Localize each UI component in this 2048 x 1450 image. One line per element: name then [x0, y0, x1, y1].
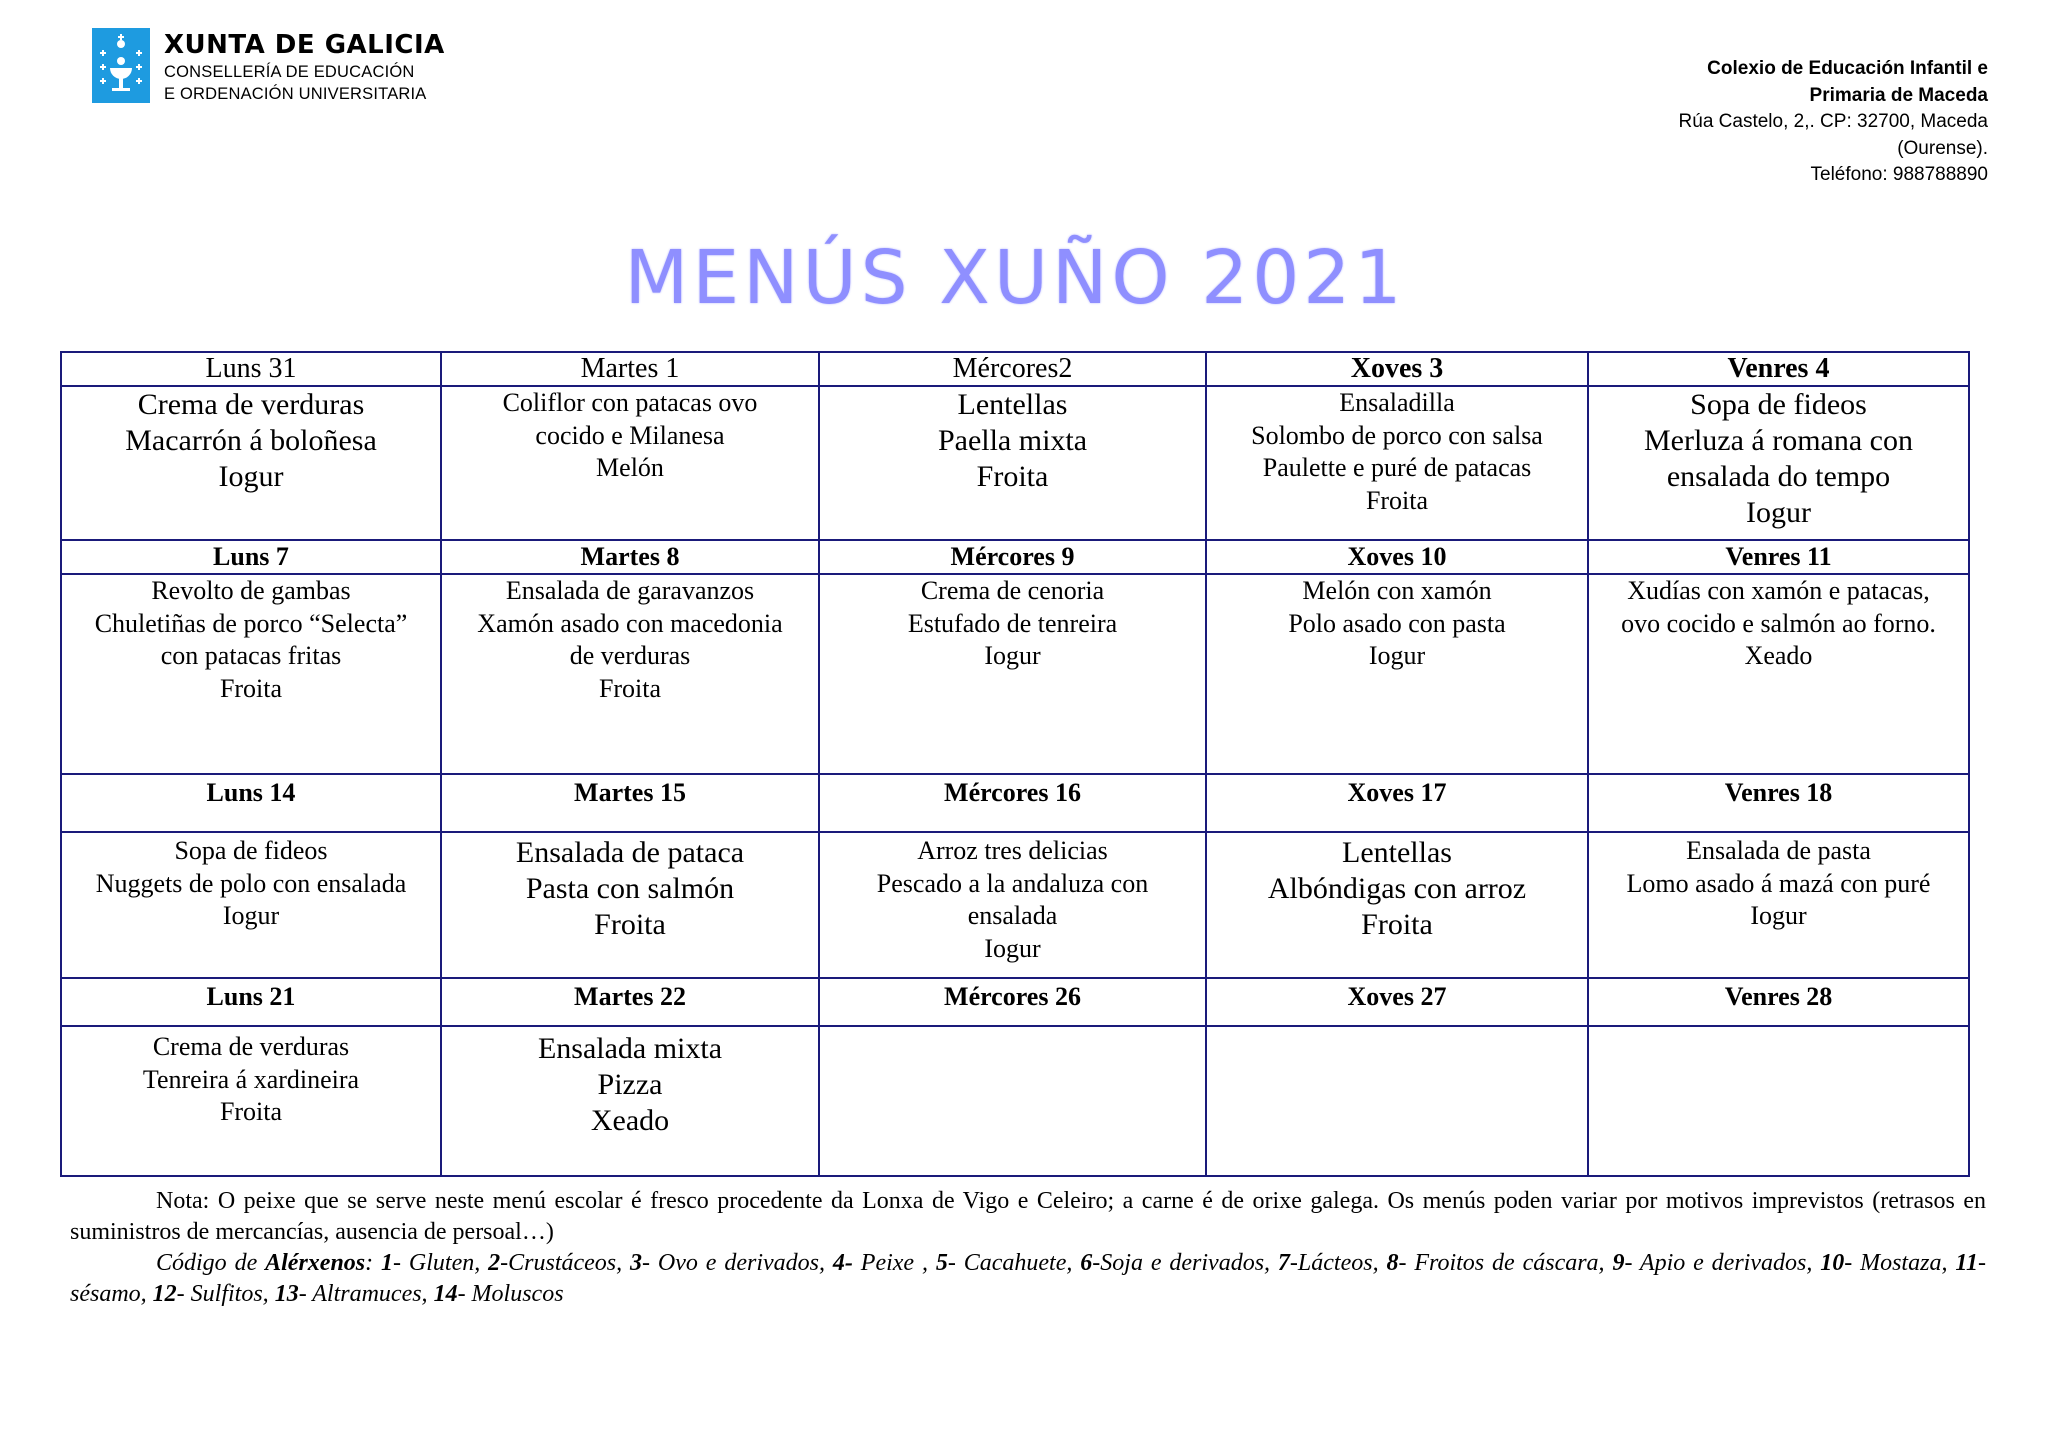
school-phone: Teléfono: 988788890	[1810, 164, 1988, 185]
menu-item: Solombo de porco con salsa	[1251, 420, 1543, 450]
allergen-num: 6	[1080, 1250, 1093, 1276]
allergen-name: - Moluscos	[457, 1281, 564, 1307]
day-header: Martes 15	[441, 774, 819, 832]
menu-item: Pescado a la andaluza con	[876, 868, 1149, 898]
menu-item: Crema de verduras	[152, 1032, 350, 1061]
allergen-name: - Sulfitos,	[176, 1281, 275, 1307]
menu-item: Xeado	[590, 1104, 670, 1137]
menu-item: Albóndigas con arroz	[1267, 872, 1527, 905]
day-header: Xoves 17	[1206, 774, 1588, 832]
menu-cell	[61, 386, 441, 540]
menu-item: Pizza	[597, 1068, 663, 1101]
menu-item: Iogur	[984, 641, 1041, 670]
menu-item: Froita	[219, 673, 283, 703]
menu-item: ovo cocido e salmón ao forno.	[1621, 608, 1936, 638]
menu-item: Froita	[598, 673, 662, 703]
allergen-name: - Ovo e derivados,	[642, 1250, 833, 1276]
menu-item: Lentellas	[1342, 836, 1452, 869]
menu-item: Chuletiñas de porco “Selecta”	[94, 608, 408, 638]
menu-item: Ensalada mixta	[537, 1032, 723, 1065]
menu-item: Crema de cenoria	[920, 576, 1105, 605]
notes	[70, 1186, 1986, 1310]
school-address-line-1: Rúa Castelo, 2,. CP: 32700, Maceda	[1678, 111, 1988, 132]
menu-item: Ensalada de pasta	[1686, 836, 1871, 865]
allergen-name: -Soja e derivados,	[1092, 1250, 1278, 1276]
menu-cell	[441, 386, 819, 540]
allergens-legend	[70, 1248, 1986, 1310]
allergen-num: 14	[433, 1281, 458, 1307]
allergen-num: 12	[152, 1281, 177, 1307]
menu-item: Ensaladilla	[1339, 388, 1455, 417]
menu-item: Iogur	[222, 901, 280, 930]
menu-item: Lomo asado á mazá con puré	[1626, 868, 1931, 898]
menu-cell-empty	[1588, 1026, 1969, 1176]
allergen-num: 4-	[832, 1250, 853, 1276]
xunta-logo	[92, 28, 445, 104]
allergen-num: 7	[1277, 1250, 1290, 1276]
menu-item: Froita	[594, 908, 666, 941]
day-header: Luns 21	[61, 978, 441, 1026]
allergens-colon: :	[365, 1250, 382, 1276]
menu-item: Sopa de fideos	[1690, 388, 1867, 421]
menu-cell	[61, 574, 441, 774]
menu-cell	[1588, 386, 1969, 540]
day-header: Xoves 27	[1206, 978, 1588, 1026]
day-header: Mércores 26	[819, 978, 1206, 1026]
allergen-num: 13	[274, 1281, 299, 1307]
menu-cell	[819, 574, 1206, 774]
menu-item: ensalada	[967, 901, 1058, 930]
menu-item: Merluza á romana con	[1643, 424, 1914, 457]
menu-item: Iogur	[1746, 496, 1811, 529]
allergen-name: - Altramuces,	[298, 1281, 434, 1307]
menu-item: Froita	[1361, 908, 1433, 941]
menu-item: Froita	[219, 1097, 283, 1126]
week-1-days	[61, 352, 1969, 386]
allergen-num: 3	[630, 1250, 643, 1276]
menu-cell	[61, 832, 441, 978]
day-header: Xoves 3	[1206, 352, 1588, 386]
allergen-num: 8	[1386, 1250, 1399, 1276]
allergen-name: -sésamo,	[70, 1250, 1987, 1307]
menu-item: Xeado	[1744, 641, 1813, 670]
menu-item: Melón con xamón	[1302, 576, 1492, 605]
menu-item: Arroz tres delicias	[917, 836, 1108, 865]
menu-item: Iogur	[218, 460, 284, 493]
week-4-menus	[61, 1026, 1969, 1176]
menu-item: Xudías con xamón e patacas,	[1627, 576, 1930, 605]
day-header: Luns 31	[61, 352, 441, 386]
menu-cell	[819, 386, 1206, 540]
week-4-days	[61, 978, 1969, 1026]
week-3-days	[61, 774, 1969, 832]
day-header: Martes 22	[441, 978, 819, 1026]
week-3-menus	[61, 832, 1969, 978]
allergen-name: - Gluten,	[393, 1250, 489, 1276]
week-2-days	[61, 540, 1969, 574]
school-info	[1528, 56, 1988, 189]
menu-item: Froita	[1365, 485, 1429, 515]
menu-item: Polo asado con pasta	[1288, 608, 1506, 638]
menu-item: de verduras	[569, 641, 691, 670]
allergen-num: 2	[488, 1250, 501, 1276]
menu-cell-empty	[819, 1026, 1206, 1176]
allergen-name: - Froitos de cáscara,	[1398, 1250, 1613, 1276]
menu-item: Iogur	[984, 933, 1041, 963]
menu-item: Tenreira á xardineira	[142, 1064, 360, 1094]
menu-item: Paella mixta	[937, 424, 1088, 457]
allergen-name: - Mostaza,	[1844, 1250, 1956, 1276]
day-header: Venres 28	[1588, 978, 1969, 1026]
menu-item: Nuggets de polo con ensalada	[95, 868, 407, 898]
week-1-menus	[61, 386, 1969, 540]
menu-cell	[441, 832, 819, 978]
day-header: Venres 4	[1588, 352, 1969, 386]
day-header: Martes 1	[441, 352, 819, 386]
menu-item: Estufado de tenreira	[907, 608, 1118, 638]
menu-cell	[1206, 832, 1588, 978]
day-header: Luns 7	[61, 540, 441, 574]
allergen-num: 10	[1820, 1250, 1845, 1276]
menu-item: ensalada do tempo	[1666, 460, 1891, 493]
menu-table	[60, 351, 1970, 1177]
menu-cell	[1588, 574, 1969, 774]
org-name: XUNTA DE GALICIA	[164, 30, 445, 60]
menu-item: Coliflor con patacas ovo	[502, 388, 758, 417]
day-header: Venres 18	[1588, 774, 1969, 832]
allergen-name: - Apio e derivados,	[1624, 1250, 1821, 1276]
school-name-line-1: Colexio de Educación Infantil e	[1707, 58, 1988, 79]
allergen-name: Peixe ,	[852, 1250, 936, 1276]
menu-item: Revolto de gambas	[151, 576, 351, 605]
note-text: Nota: O peixe que se serve neste menú escolar é fresco procedente da Lonxa de Vigo e Celeiro; a carne é de orixe galega. Os menús poden variar por motivos imprevistos (retrasos en suministros de mercancías, ausencia de persoal…)	[70, 1188, 1986, 1245]
school-address-line-2: (Ourense).	[1897, 137, 1988, 159]
menu-item: Sopa de fideos	[174, 836, 328, 865]
galicia-coat-of-arms-icon	[92, 28, 150, 103]
day-header: Venres 11	[1588, 540, 1969, 574]
day-header: Martes 8	[441, 540, 819, 574]
menu-item: Pasta con salmón	[525, 872, 735, 905]
menu-item: Lentellas	[957, 388, 1068, 421]
menu-item: Ensalada de garavanzos	[505, 576, 755, 605]
page-title: MENÚS XUÑO 2021	[624, 235, 1406, 321]
menu-cell	[61, 1026, 441, 1176]
menu-cell	[1206, 574, 1588, 774]
week-2-menus	[61, 574, 1969, 774]
day-header: Mércores2	[819, 352, 1206, 386]
allergen-num: 5	[935, 1250, 948, 1276]
day-header: Xoves 10	[1206, 540, 1588, 574]
menu-cell-empty	[1206, 1026, 1588, 1176]
day-header: Luns 14	[61, 774, 441, 832]
day-header: Mércores 9	[819, 540, 1206, 574]
menu-cell	[441, 1026, 819, 1176]
menu-item: Froita	[976, 460, 1049, 493]
menu-item: cocido e Milanesa	[535, 420, 725, 450]
allergen-num: 11	[1955, 1250, 1979, 1276]
dept-line-2: E ORDENACIÓN UNIVERSITARIA	[164, 85, 427, 103]
menu-item: Melón	[596, 453, 664, 482]
menu-item: Iogur	[1368, 641, 1426, 670]
menu-cell	[819, 832, 1206, 978]
menu-item: Macarrón á boloñesa	[125, 424, 377, 457]
allergen-name: -Lácteos,	[1289, 1250, 1387, 1276]
allergen-name: - Cacahuete,	[947, 1250, 1081, 1276]
allergen-name: -Crustáceos,	[500, 1250, 631, 1276]
menu-item: Paulette e puré de patacas	[1262, 453, 1532, 482]
menu-item: Xamón asado con macedonia	[477, 608, 783, 638]
allergen-num: 9	[1612, 1250, 1625, 1276]
menu-cell	[1206, 386, 1588, 540]
menu-cell	[441, 574, 819, 774]
day-header: Mércores 16	[819, 774, 1206, 832]
allergen-num: 1	[381, 1250, 394, 1276]
menu-item: Iogur	[1750, 901, 1807, 930]
allergens-word: Alérxenos	[265, 1250, 366, 1276]
school-name-line-2: Primaria de Maceda	[1809, 84, 1988, 106]
allergens-prefix: Código de	[156, 1250, 266, 1276]
menu-cell	[1588, 832, 1969, 978]
menu-item: con patacas fritas	[160, 641, 342, 670]
menu-item: Ensalada de pataca	[515, 836, 745, 869]
menu-item: Crema de verduras	[137, 388, 365, 421]
dept-line-1: CONSELLERÍA DE EDUCACIÓN	[164, 63, 415, 81]
